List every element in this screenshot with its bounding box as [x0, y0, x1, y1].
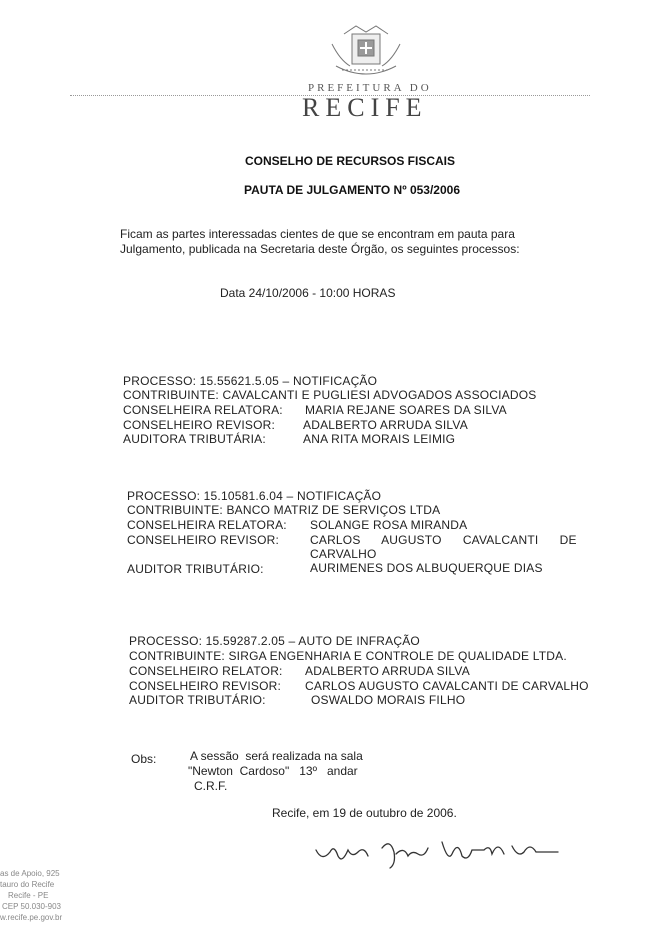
rapporteur-name: ADALBERTO ARRUDA SILVA [305, 664, 470, 678]
auditor-label: AUDITORA TRIBUTÁRIA: [123, 432, 266, 446]
obs-line: A sessão será realizada na sala [190, 749, 363, 763]
footer-address-line: CEP 50.030-903 [2, 902, 62, 911]
footer-address-line: w.recife.pe.gov.br [0, 913, 63, 922]
reviewer-name-continued: CARVALHO [310, 547, 377, 561]
footer-address-line: as de Apoio, 925 [0, 869, 60, 878]
rapporteur-name: SOLANGE ROSA MIRANDA [310, 518, 468, 532]
city-crest-icon [326, 22, 406, 84]
document-title: CONSELHO DE RECURSOS FISCAIS [245, 154, 456, 168]
rapporteur-label: CONSELHEIRA RELATORA: [123, 403, 283, 417]
taxpayer: CONTRIBUINTE: SIRGA ENGENHARIA E CONTROLE DE QUALIDADE LTDA. [129, 649, 567, 663]
process-number: PROCESSO: 15.59287.2.05 – AUTO DE INFRAÇÃO [129, 634, 420, 648]
auditor-label: AUDITOR TRIBUTÁRIO: [127, 562, 264, 576]
reviewer-label: CONSELHEIRO REVISOR: [123, 418, 276, 432]
footer-address-line: Recife - PE [8, 891, 49, 900]
obs-label: Obs: [131, 752, 157, 766]
taxpayer: CONTRIBUINTE: CAVALCANTI E PUGLIESI ADVOGADOS ASSOCIADOS [123, 388, 537, 402]
reviewer-label: CONSELHEIRO REVISOR: [127, 533, 280, 547]
rapporteur-name: MARIA REJANE SOARES DA SILVA [305, 403, 507, 417]
closing-date: Recife, em 19 de outubro de 2006. [272, 806, 457, 820]
intro-line: Julgamento, publicada na Secretaria deste Órgão, os seguintes processos: [120, 242, 520, 256]
document-subtitle: PAUTA DE JULGAMENTO Nº 053/2006 [244, 183, 460, 197]
taxpayer: CONTRIBUINTE: BANCO MATRIZ DE SERVIÇOS LTDA [127, 503, 441, 517]
reviewer-name: ADALBERTO ARRUDA SILVA [303, 418, 468, 432]
auditor-name: ANA RITA MORAIS LEIMIG [303, 432, 456, 446]
footer-address-line: tauro do Recife [0, 880, 55, 889]
process-number: PROCESSO: 15.10581.6.04 – NOTIFICAÇÃO [127, 489, 382, 503]
obs-line: "Newton Cardoso" 13º andar [188, 764, 358, 778]
reviewer-label: CONSELHEIRO REVISOR: [129, 679, 282, 693]
reviewer-name: CARLOS AUGUSTO CAVALCANTI DE CARVALHO [305, 679, 589, 693]
obs-line: C.R.F. [194, 779, 228, 793]
rapporteur-label: CONSELHEIRO RELATOR: [129, 664, 283, 678]
org-name-main: RECIFE [302, 93, 428, 122]
org-name-top: PREFEITURA DO [308, 82, 432, 94]
intro-line: Ficam as partes interessadas cientes de que se encontram em pauta para [120, 227, 515, 241]
auditor-name: AURIMENES DOS ALBUQUERQUE DIAS [310, 561, 543, 575]
signature-image [312, 828, 562, 878]
rapporteur-label: CONSELHEIRA RELATORA: [127, 518, 287, 532]
auditor-label: AUDITOR TRIBUTÁRIO: [129, 693, 266, 707]
session-date: Data 24/10/2006 - 10:00 HORAS [220, 286, 396, 300]
auditor-name: OSWALDO MORAIS FILHO [311, 693, 466, 707]
process-number: PROCESSO: 15.55621.5.05 – NOTIFICAÇÃO [123, 374, 378, 388]
reviewer-name: CARLOS AUGUSTO CAVALCANTI DE [310, 533, 577, 547]
